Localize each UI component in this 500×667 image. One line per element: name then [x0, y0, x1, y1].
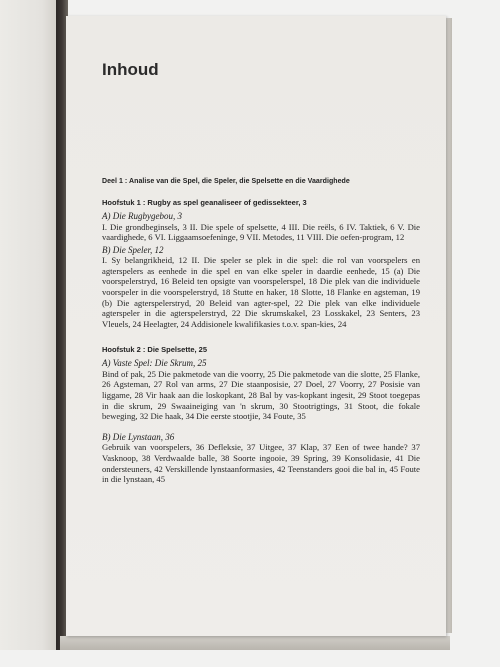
section-b [102, 245, 420, 330]
page-bottom-edge [60, 636, 450, 650]
section-heading: A) Die Rugbygebou, 3 [102, 211, 182, 221]
section-a [102, 358, 420, 421]
chapter-heading: Hoofstuk 1 : Rugby as spel geanaliseer of gedissekteer, 3 [102, 198, 307, 207]
chapter-1 [102, 198, 420, 329]
section-heading: B) Die Lynstaan, 36 [102, 431, 175, 442]
section-text: I. Sy belangrikheid, 12 II. Die speler se plek in die spel: die rol van voorspelers en agterspelers as eenhede in die spel en van elke speler in daardie eenhede, 15 (a) Die voorspelerstryd, 16 Beleid ten opsigte van voorspelerspel, 18 Die plek van die individuele voorspeler in die voorspelerstryd, 18 Stutte en haker, 18 Slotte, 18 Flanke en agsteman, 19 (b) Die agterspelerstryd, 20 Beleid van agter-spel, 22 Die plek van elke individuele agterspeler in die agterspelerstryd, 22 Die skrumskakel, 23 Losskakel, 23 Senters, 23 Vleuels, 24 Heelagter, 24 Addisionele kwalifikasies t.o.v. span-kies, 24 [102, 255, 420, 329]
section-text: I. Die grondbeginsels, 3 II. Die spele of spelsette, 4 III. Die reëls, 6 IV. Taktiek, 6 V. Die vaardighede, 6 VI. Liggaamsoefeninge, 9 VII. Metodes, 11 VIII. Die oefen-program, 12 [102, 221, 420, 243]
chapter-2 [102, 345, 420, 484]
part-heading: Deel 1 : Analise van die Spel, die Speler, die Spelsette en die Vaardighede [102, 178, 350, 185]
section-b [102, 432, 420, 485]
section-heading: B) Die Speler, 12 [102, 244, 164, 255]
section-text: Bind of pak, 25 Die pakmetode van die voorry, 25 Die pakmetode van die slotte, 25 Flanke, 26 Agsteman, 27 Rol van arms, 27 Die staanposisie, 27 Doel, 27 Voorry, 27 Posisie van liggame, 28 Vir haak aan die loskopkant, 28 Bal by vas-kopkant ingesit, 29 Stoot toegepas in die skrum, 29 Swaaineiging van 'n skrum, 30 Stootrigtings, 31 Stoot, die fokale beweging, 32 Die haak, 34 Die eerste stootjie, 34 Foute, 35 [102, 368, 420, 422]
spacer [102, 331, 420, 345]
page-title: Inhoud [102, 60, 159, 79]
spacer [102, 424, 420, 432]
section-text: Gebruik van voorspelers, 36 Defleksie, 37 Uitgee, 37 Klap, 37 Een of twee hande? 37 Vasknoop, 38 Verdwaalde balle, 38 Soorte ingooie, 39 Spring, 39 Konsolidasie, 41 Die ondersteuners, 42 Verskillende lynstaanformasies, 42 Teenstanders gooi die bal in, 45 Foute in die lynstaan, 45 [102, 442, 420, 485]
section-a [102, 211, 420, 243]
section-heading: A) Vaste Spel: Die Skrum, 25 [102, 358, 207, 369]
chapter-heading: Hoofstuk 2 : Die Spelsette, 25 [102, 345, 208, 355]
table-of-contents [102, 60, 420, 487]
book-cover [0, 0, 61, 650]
page-side-edge [446, 18, 452, 633]
